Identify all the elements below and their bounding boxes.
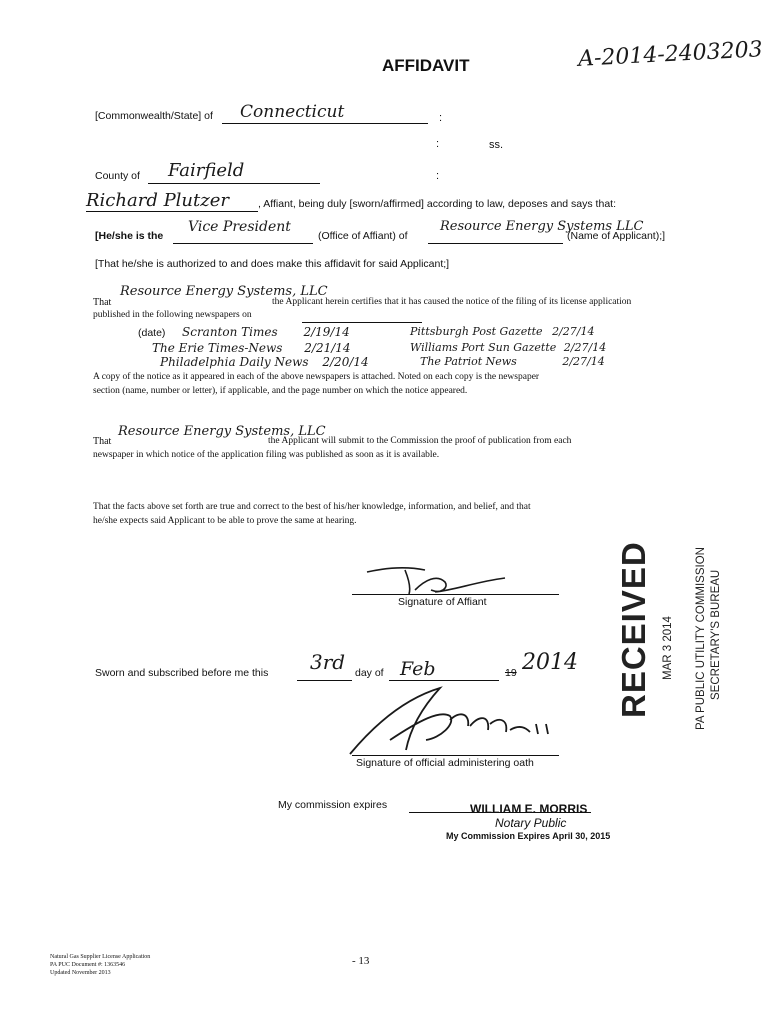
newspaper-2 [160, 355, 369, 369]
affiant-signature-line [352, 594, 559, 595]
newspaper-date: 2/27/14 [562, 355, 605, 368]
notary-expires: My Commission Expires April 30, 2015 [446, 831, 611, 841]
county-label: County of [95, 170, 140, 182]
newspaper-name: Scranton Times [182, 325, 278, 339]
affiant-name: Richard Plutzer [86, 190, 229, 211]
official-signature-label: Signature of official administering oath [356, 757, 534, 769]
page-title: AFFIDAVIT [382, 56, 470, 75]
sworn-month-value: Feb [400, 658, 436, 680]
sworn-year-value: 2014 [522, 650, 578, 675]
footer-line-3: Updated November 2013 [50, 970, 111, 976]
newspaper-name: Williams Port Sun Gazette [410, 341, 557, 354]
docket-number: A-2014-2403203 [577, 37, 764, 72]
pub-text-1: the Applicant herein certifies that it has caused the notice of the filing of its license application [272, 297, 632, 307]
affiant-name-line [86, 211, 258, 212]
sworn-day-label: day of [355, 667, 384, 679]
applicant-value: Resource Energy Systems LLC [440, 219, 644, 234]
pub-that: That [93, 297, 112, 308]
proof-that: That [93, 436, 112, 447]
official-signature [330, 680, 570, 760]
newspaper-date: 2/19/14 [303, 325, 350, 339]
pub-date-label: (date) [138, 327, 166, 339]
venue-colon-1: : [439, 112, 443, 124]
applicant-line [428, 243, 563, 244]
newspaper-date: 2/27/14 [563, 341, 607, 354]
authorized-line: [That he/she is authorized to and does make this affidavit for said Applicant;] [95, 258, 450, 270]
county-line [148, 183, 320, 184]
newspaper-name: The Erie Times-News [152, 341, 283, 355]
newspaper-5 [420, 355, 605, 368]
applicant-suffix: (Name of Applicant);] [567, 230, 666, 242]
affiant-oath-text: , Affiant, being duly [sworn/affirmed] according to law, deposes and says that: [258, 198, 616, 210]
notary-title: Notary Public [495, 816, 567, 830]
received-date: MAR 3 2014 [662, 616, 674, 680]
newspaper-date: 2/21/14 [304, 341, 351, 355]
newspaper-date: 2/27/14 [552, 325, 595, 338]
state-line [222, 123, 428, 124]
sworn-day-value: 3rd [310, 650, 346, 674]
pub-text-2: published in the following newspapers on [93, 310, 252, 320]
official-signature-line [352, 755, 559, 756]
footer-line-1: Natural Gas Supplier License Application [50, 954, 151, 960]
role-line [173, 243, 313, 244]
affiant-signature-label: Signature of Affiant [398, 596, 487, 608]
county-value: Fairfield [168, 160, 245, 181]
proof-applicant: Resource Energy Systems, LLC [118, 424, 326, 439]
newspaper-1 [152, 341, 351, 355]
received-stamp: RECEIVED [615, 541, 652, 718]
sworn-year-struck: 19 [505, 667, 517, 679]
page-number: - 13 [352, 955, 370, 967]
venue-colon-3: : [436, 170, 440, 182]
newspaper-date: 2/20/14 [322, 355, 369, 369]
venue-ss: ss. [489, 139, 504, 151]
role-prefix: [He/she is the [95, 230, 164, 242]
copy-text-1: A copy of the notice as it appeared in each of the above newspapers is attached. Noted on each copy is the newspaper [93, 372, 540, 382]
newspaper-4 [410, 341, 606, 354]
stamp-agency-1: PA PUBLIC UTILITY COMMISSION [695, 547, 707, 730]
venue-colon-2: : [436, 138, 440, 150]
commission-label: My commission expires [278, 799, 388, 811]
facts-text-2: he/she expects said Applicant to be able to prove the same at hearing. [93, 516, 357, 526]
state-label: [Commonwealth/State] of [95, 110, 213, 122]
footer-line-2: PA PUC Document #: 1363546 [50, 962, 126, 968]
stamp-agency-2: SECRETARY'S BUREAU [710, 569, 722, 700]
newspaper-name: The Patriot News [420, 355, 517, 368]
proof-text-1: the Applicant will submit to the Commission the proof of publication from each [268, 436, 572, 446]
role-value: Vice President [188, 219, 291, 235]
newspaper-3 [410, 325, 594, 338]
newspaper-name: Philadelphia Daily News [160, 355, 309, 369]
sworn-label: Sworn and subscribed before me this [95, 667, 269, 679]
newspaper-0 [182, 325, 350, 339]
office-label: (Office of Affiant) of [318, 230, 408, 242]
pub-applicant: Resource Energy Systems, LLC [120, 284, 328, 299]
proof-text-2: newspaper in which notice of the application filing was published as soon as it is available. [93, 450, 440, 460]
notary-name: WILLIAM E. MORRIS [470, 802, 588, 816]
copy-text-2: section (name, number or letter), if applicable, and the page number on which the notice appeared. [93, 386, 468, 396]
facts-text-1: That the facts above set forth are true and correct to the best of his/her knowledge, information, and belief, and that [93, 502, 531, 512]
pub-date-line [302, 322, 422, 323]
state-value: Connecticut [240, 102, 345, 122]
newspaper-name: Pittsburgh Post Gazette [410, 325, 543, 338]
